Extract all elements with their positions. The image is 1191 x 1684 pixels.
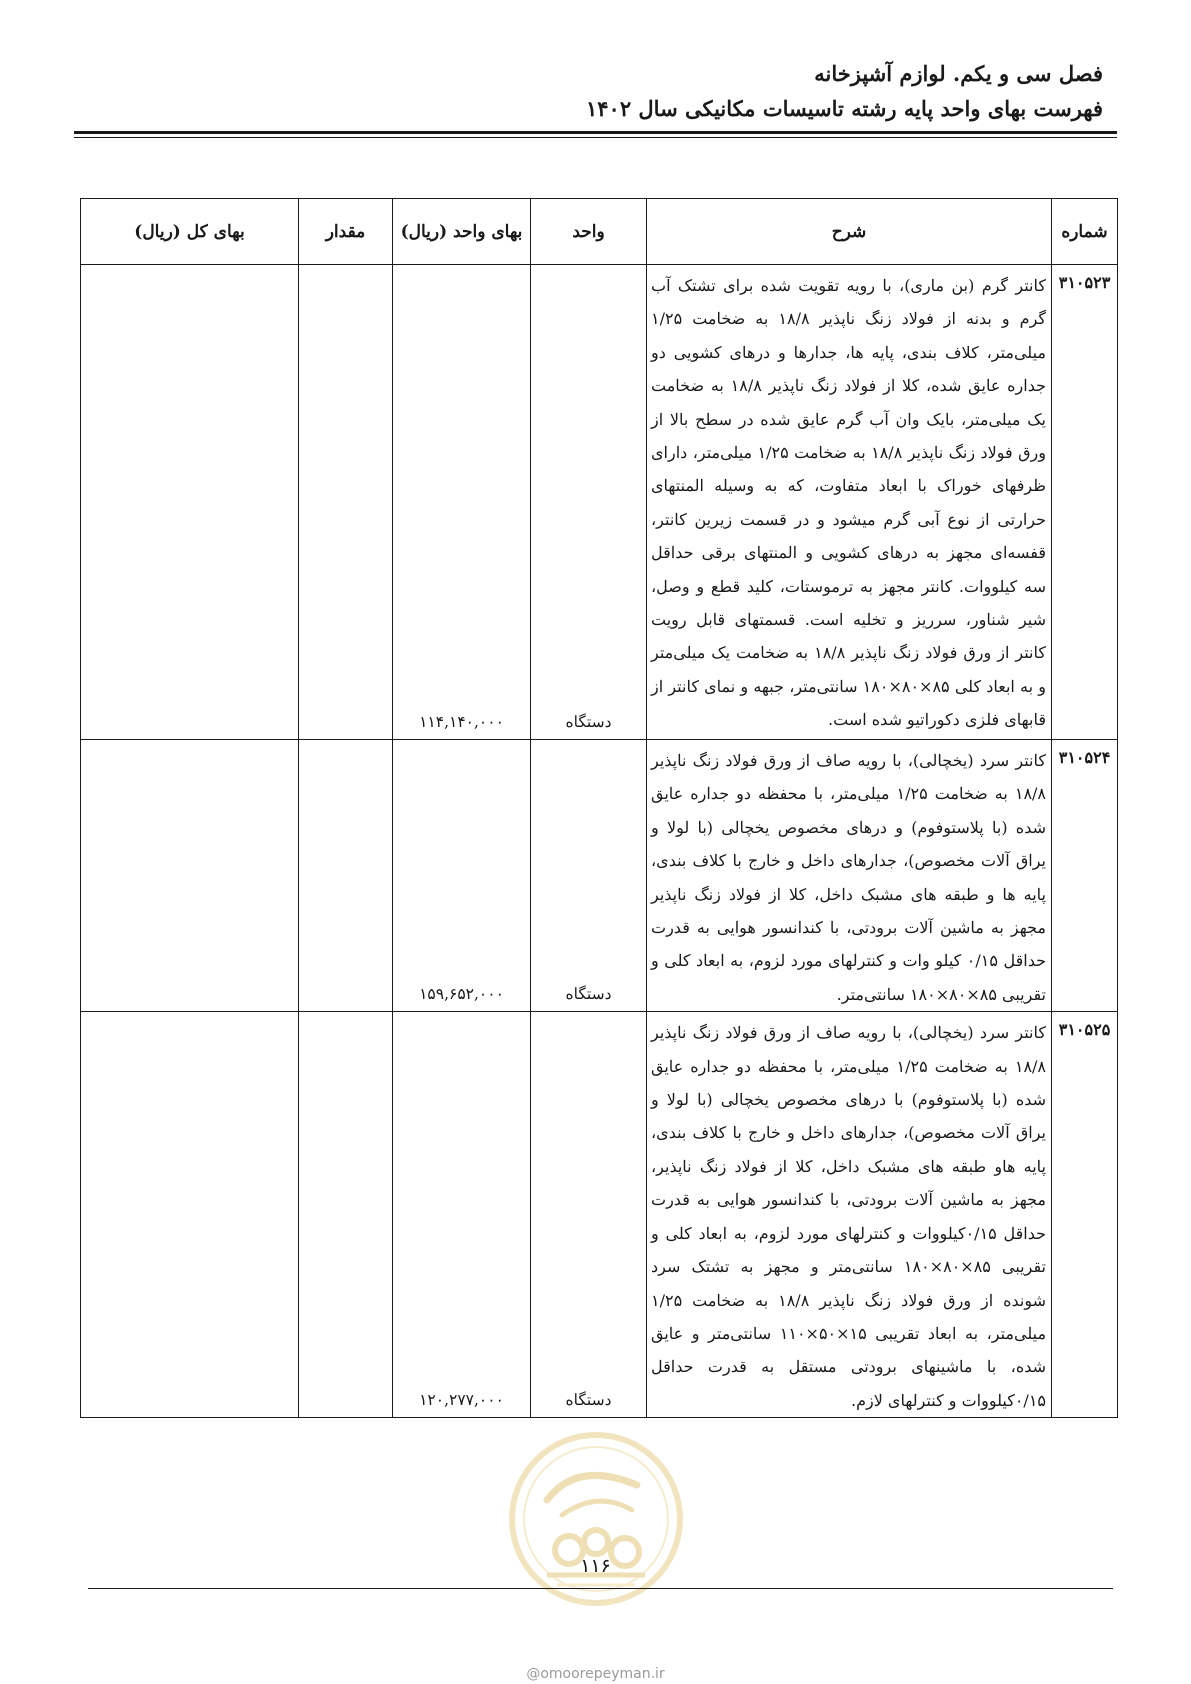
item-number: ۳۱۰۵۲۵ — [1052, 1012, 1118, 1418]
item-unit: دستگاه — [531, 265, 647, 740]
item-description: کانتر گرم (بن ماری)، با رویه تقویت شده برای تشتک آب گرم و بدنه از فولاد زنگ ناپذیر ۱۸/۸ به ضخامت ۱/۲۵ میلی‌متر، کلاف بندی، پایه ها، جدارها و درهای کشویی دو جداره عایق شده، کلا از فولاد زنگ ناپذیر ۱۸/۸ به ضخامت یک میلی‌متر، بایک وان آب گرم عایق شده در سطح بالا از ورق فولاد زنگ ناپذیر ۱۸/۸ به ضخامت ۱/۲۵ میلی‌متر، دارای ظرفهای خوراک با ابعاد متفاوت، که به وسیله المنتهای حرارتی از نوع آبی گرم میشود و در قسمت زیرین کانتر، قفسه‌ای مجهز به درهای کشویی و المنتهای برقی حداقل سه کیلووات. کانتر مجهز به ترموستات، کلید قطع و وصل، شیر شناور، سرریز و تخلیه است. قسمتهای قابل رویت کانتر از ورق فولاد زنگ ناپذیر ۱۸/۸ به ضخامت یک میلی‌متر و به ابعاد کلی ۸۵×۸۰×۱۸۰ سانتی‌متر، جبهه و نمای کانتر از قابهای فلزی دکوراتیو شده است. — [647, 265, 1052, 740]
chapter-title: فصل سی و یکم. لوازم آشپزخانه — [814, 61, 1103, 86]
table-header-row — [81, 199, 1118, 265]
item-description: کانتر سرد (یخچالی)، با رویه صاف از ورق فولاد زنگ ناپذیر ۱۸/۸ به ضخامت ۱/۲۵ میلی‌متر، با محفظه دو جداره عایق شده (با پلاستوفوم) و درهای مخصوص یخچالی (با لولا و یراق آلات مخصوص)، جدارهای داخل و خارج با کلاف بندی، پایه ها و طبقه های مشبک داخل، کلا از فولاد زنگ ناپذیر مجهز به ماشین آلات برودتی، با کندانسور هوایی به قدرت حداقل ۰/۱۵ کیلو وات و کنترلهای مورد لزوم، به ابعاد کلی و تقریبی ۸۵×۸۰×۱۸۰ سانتی‌متر. — [647, 740, 1052, 1012]
footer-rule — [88, 1588, 1113, 1589]
col-header-total-price: بهای کل (ریال) — [81, 199, 299, 265]
item-quantity — [299, 265, 393, 740]
price-list-title: فهرست بهای واحد پایه رشته تاسیسات مکانیکی سال ۱۴۰۲ — [585, 96, 1103, 121]
col-header-description: شرح — [647, 199, 1052, 265]
item-total-price — [81, 740, 299, 1012]
table-row — [81, 740, 1118, 1012]
item-number: ۳۱۰۵۲۴ — [1052, 740, 1118, 1012]
item-description: کانتر سرد (یخچالی)، با رویه صاف از ورق فولاد زنگ ناپذیر ۱۸/۸ به ضخامت ۱/۲۵ میلی‌متر، با محفظه دو جداره عایق شده (با پلاستوفوم) با درهای مخصوص یخچالی (با لولا و یراق آلات مخصوص)، جدارهای داخل و خارج با کلاف بندی، پایه هاو طبقه های مشبک داخل، کلا از فولاد زنگ ناپذیر، مجهز به ماشین آلات برودتی، با کندانسور هوایی به قدرت حداقل ۰/۱۵کیلووات و کنترلهای مورد لزوم، به ابعاد کلی و تقریبی ۸۵×۸۰×۱۸۰ سانتی‌متر و مجهز به تشتک سرد شونده از ورق فولاد زنگ ناپذیر ۱۸/۸ به ضخامت ۱/۲۵ میلی‌متر، به ابعاد تقریبی ۱۵×۵۰×۱۱۰ سانتی‌متر و عایق شده، با ماشینهای برودتی مستقل به قدرت حداقل ۰/۱۵کیلووات و کنترلهای لازم. — [647, 1012, 1052, 1418]
page-header — [70, 56, 1103, 126]
col-header-unit-price: بهای واحد (ریال) — [393, 199, 531, 265]
item-quantity — [299, 740, 393, 1012]
item-quantity — [299, 1012, 393, 1418]
item-number: ۳۱۰۵۲۳ — [1052, 265, 1118, 740]
item-total-price — [81, 1012, 299, 1418]
site-watermark: @omoorepeyman.ir — [526, 1666, 665, 1682]
col-header-quantity: مقدار — [299, 199, 393, 265]
item-unit-price: ۱۵۹,۶۵۲,۰۰۰ — [393, 740, 531, 1012]
table-row — [81, 265, 1118, 740]
item-unit: دستگاه — [531, 1012, 647, 1418]
col-header-number: شماره — [1052, 199, 1118, 265]
header-rule-thin — [74, 137, 1117, 138]
item-unit-price: ۱۱۴,۱۴۰,۰۰۰ — [393, 265, 531, 740]
col-header-unit: واحد — [531, 199, 647, 265]
price-table — [80, 198, 1118, 1418]
item-unit-price: ۱۲۰,۲۷۷,۰۰۰ — [393, 1012, 531, 1418]
table-row — [81, 1012, 1118, 1418]
page-number: ۱۱۶ — [580, 1555, 611, 1577]
watermark-logo-icon — [507, 1430, 685, 1608]
item-unit: دستگاه — [531, 740, 647, 1012]
header-rule-thick — [74, 131, 1117, 134]
item-total-price — [81, 265, 299, 740]
